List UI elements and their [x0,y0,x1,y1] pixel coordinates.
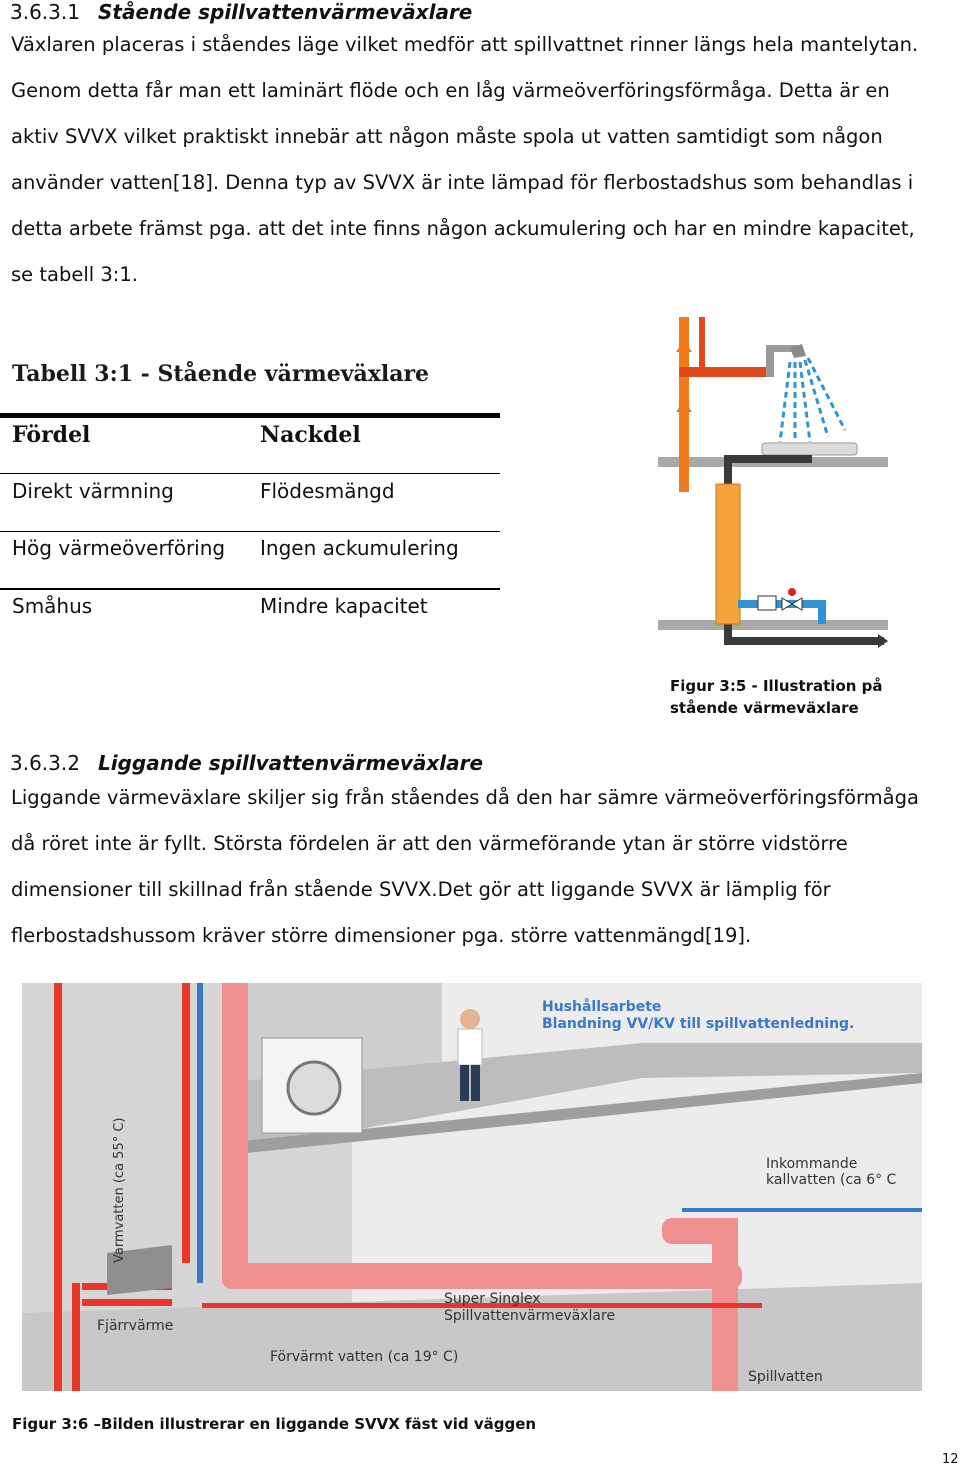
table-top-rule [0,413,500,418]
label-blandning: Blandning VV/KV till spillvattenledning. [542,1016,855,1032]
figure-3-6-caption: Figur 3:6 –Bilden illustrerar en liggande SVVX fäst vid väggen [12,1415,537,1433]
paragraph-line: använder vatten[18]. Denna typ av SVVX är inte lämpad för flerbostadshus som behandlas i [11,171,914,194]
table-cell: Hög värmeöverföring [12,536,226,560]
paragraph-line: aktiv SVVX vilket praktiskt innebär att någon måste spola ut vatten samtidigt som någon [11,125,883,148]
hot-water-branch [679,367,769,377]
cold-water-line [682,1208,922,1212]
table-title: Tabell 3:1 - Stående värmeväxlare [12,361,430,387]
paragraph-line: dimensioner till skillnad från stående SVVX.Det gör att liggande SVVX är lämplig för [11,878,831,901]
caption-line: stående värmeväxlare [670,699,859,717]
label-forvarmt-vatten: Förvärmt vatten (ca 19° C) [270,1349,459,1365]
label-kallvatten: kallvatten (ca 6° C [766,1172,897,1188]
drain-stack-pipe [222,983,248,1283]
pipe-bend [662,1218,738,1244]
cold-water-riser [818,600,826,624]
section-heading-2 [10,751,483,775]
red-pipe [72,1283,80,1391]
hot-water-riser [699,317,705,375]
washing-machine-door [288,1062,340,1114]
flow-arrow-up-icon [676,340,692,352]
label-spillvatten: Spillvatten [748,1369,823,1385]
section-number: 3.6.3.2 [10,751,80,775]
paragraph-line: Genom detta får man ett laminärt flöde och en låg värmeöverföringsförmåga. Detta är en [11,79,890,102]
table-cell: Direkt värmning [12,479,174,503]
person-leg [460,1065,469,1101]
table-cell: Ingen ackumulering [260,536,459,560]
blue-pipe [197,983,203,1283]
valve-icon [782,598,792,610]
check-valve-icon [758,596,776,610]
paragraph-line: Liggande värmeväxlare skiljer sig från ståendes då den har sämre värmeöverföringsförmåga [11,786,919,809]
label-inkommande: Inkommande [766,1156,858,1172]
label-super-singlex: Super Singlex [444,1291,541,1307]
section-number: 3.6.3.1 [10,0,80,24]
shower-tray [762,443,857,455]
water-spray [780,358,845,442]
flow-arrow-right-icon [878,634,888,648]
red-pipe [82,1299,172,1306]
paragraph-line: detta arbete främst pga. att det inte finns någon ackumulering och har en mindre kapacitet, [11,217,915,240]
table-cell: Flödesmängd [260,479,395,503]
table-header-nackdel: Nackdel [260,422,361,448]
table-divider [0,473,500,474]
section-heading-1 [10,0,472,24]
section-2-paragraph [11,775,949,959]
drain-pipe [724,455,812,463]
section-title: Stående spillvattenvärmeväxlare [98,0,473,24]
paragraph-line: då röret inte är fyllt. Största fördelen är att den värmeförande ytan är större vidstörre [11,832,848,855]
flow-arrow-up-icon [676,400,692,412]
paragraph-line: Växlaren placeras i ståendes läge vilket medför att spillvattnet rinner längs hela mantelytan. [11,33,919,56]
table-header-fordel: Fördel [12,422,91,448]
person-head [460,1009,480,1029]
valve-handle-icon [788,588,796,596]
label-spillvattenvarmevaxlare: Spillvattenvärmeväxlare [444,1308,616,1324]
section-1-paragraph [11,22,949,298]
standing-heat-exchanger-illustration [650,312,895,664]
figure-3-5-caption [670,675,883,719]
paragraph-line: se tabell 3:1. [11,263,138,286]
lower-floor-slab [658,620,888,630]
table-bottom-rule [0,588,500,590]
heat-exchanger-pipe [222,1263,742,1289]
valve-icon [792,598,802,610]
label-varmvatten: Varmvatten (ca 55° C) [112,1117,127,1263]
page-number: 12 [942,1452,959,1467]
table-cell: Mindre kapacitet [260,594,428,618]
label-hushallsarbete: Hushållsarbete [542,999,662,1015]
table-cell: Småhus [12,594,93,618]
paragraph-line: flerbostadshussom kräver större dimensioner pga. större vattenmängd[19]. [11,924,752,947]
person-shirt [458,1029,482,1065]
heat-exchanger-jacket [716,484,740,624]
section-title: Liggande spillvattenvärmeväxlare [98,751,484,775]
horizontal-heat-exchanger-illustration [22,983,922,1391]
red-pipe [54,983,62,1391]
drain-outlet [724,637,884,645]
table-divider [0,531,500,532]
label-fjarrvarme: Fjärrvärme [97,1318,174,1334]
caption-line: Figur 3:5 - Illustration på [670,677,883,695]
red-pipe [182,983,190,1263]
person-leg [471,1065,480,1101]
